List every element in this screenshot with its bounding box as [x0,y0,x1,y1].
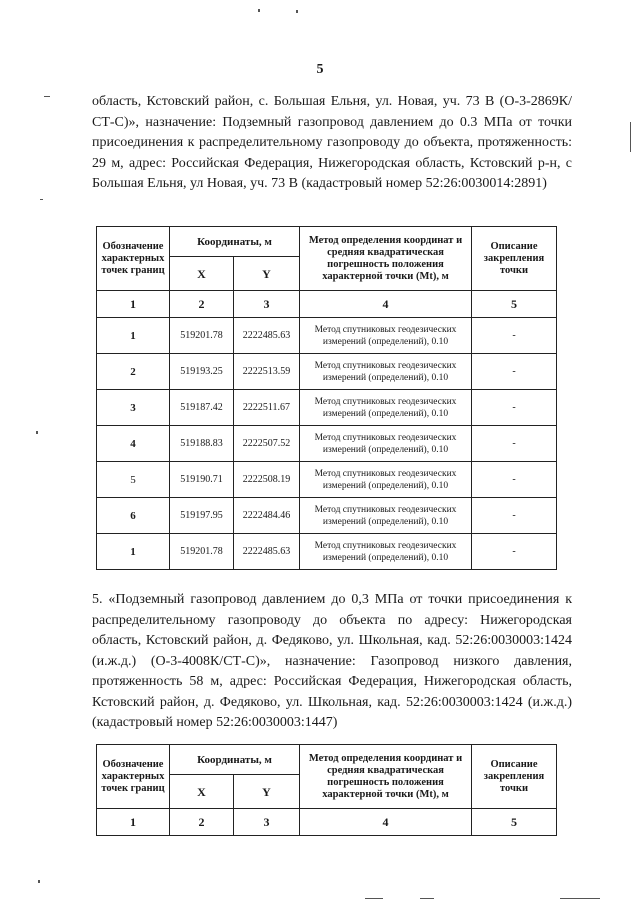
point-id: 1 [97,318,170,354]
header-x: X [170,257,234,291]
scan-mark [560,898,600,899]
column-number: 3 [234,291,300,318]
point-id: 6 [97,498,170,534]
scan-mark [258,9,260,12]
coord-y: 2222507.52 [234,426,300,462]
point-id: 3 [97,390,170,426]
coord-x: 519188.83 [170,426,234,462]
method-text: Метод спутниковых геодезических измерений (определений), 0.10 [300,318,472,354]
method-text: Метод спутниковых геодезических измерений (определений), 0.10 [300,498,472,534]
point-description: - [472,390,557,426]
point-description: - [472,534,557,570]
point-description: - [472,498,557,534]
scan-mark [40,199,43,200]
table-row [97,462,557,498]
point-description: - [472,354,557,390]
paragraph-object-5: 5. «Подземный газопровод давлением до 0,3 МПа от точки присоединения к распределительному газопроводу до объекта по адресу: Нижегородская область, Кстовский район, д. Федяково, ул. Школьная, кад. 52:26:0030003:1424 (и.ж.д.) (О-3-4008К/СТ-С)», назначение: Газопровод низкого давления, протяженность 58 м, адрес: Российская Федерация, Нижегородская область, Кстовский район, д. Федяково, ул. Школьная, кад. 52:26:0030003:1424 (и.ж.д.) (кадастровый номер 52:26:0030003:1447) [92,592,572,730]
coord-y: 2222485.63 [234,534,300,570]
scan-mark [38,880,40,883]
column-number: 4 [300,809,472,836]
header-description: Описание закрепления точки [472,745,557,809]
coordinates-table-1 [96,226,557,570]
coord-x: 519187.42 [170,390,234,426]
coord-y: 2222513.59 [234,354,300,390]
point-id: 4 [97,426,170,462]
table-row [97,318,557,354]
coord-y: 2222508.19 [234,462,300,498]
column-number: 2 [170,809,234,836]
column-number: 1 [97,291,170,318]
paragraph-object-4-tail: область, Кстовский район, с. Большая Ельня, ул. Новая, уч. 73 В (О-3-2869К/СТ-С)», назначение: Подземный газопровод давлением до 0.3 МПа от точки присоединения к распределительному газопроводу до объекта, протяженность: 29 м, адрес: Российская Федерация, Нижегородская область, Кстовский р-н, с Большая Ельня, ул Новая, уч. 73 В (кадастровый номер 52:26:0030014:2891) [92,94,572,191]
header-method: Метод определения координат и средняя квадратическая погрешность положения характерной точки (Mt), м [300,227,472,291]
header-y: Y [234,257,300,291]
header-description: Описание закрепления точки [472,227,557,291]
header-coordinates: Координаты, м [170,227,300,257]
header-method: Метод определения координат и средняя квадратическая погрешность положения характерной точки (Mt), м [300,745,472,809]
point-description: - [472,318,557,354]
column-number: 5 [472,809,557,836]
point-id: 1 [97,534,170,570]
table-row [97,354,557,390]
scan-mark [630,122,631,152]
coord-x: 519190.71 [170,462,234,498]
point-id: 2 [97,354,170,390]
scan-mark [44,96,50,97]
table-row [97,498,557,534]
page-number: 5 [316,62,324,77]
table-row [97,426,557,462]
method-text: Метод спутниковых геодезических измерений (определений), 0.10 [300,354,472,390]
scan-mark [420,898,434,899]
coord-y: 2222484.46 [234,498,300,534]
method-text: Метод спутниковых геодезических измерений (определений), 0.10 [300,390,472,426]
header-coordinates: Координаты, м [170,745,300,775]
column-number: 2 [170,291,234,318]
column-number: 5 [472,291,557,318]
coord-x: 519201.78 [170,318,234,354]
header-point-designation: Обозначение характерных точек границ [97,745,170,809]
scan-mark [365,898,383,899]
table-row [97,534,557,570]
coord-y: 2222485.63 [234,318,300,354]
coordinates-table-2 [96,744,557,836]
header-y: Y [234,775,300,809]
coord-x: 519193.25 [170,354,234,390]
point-description: - [472,426,557,462]
header-x: X [170,775,234,809]
coord-y: 2222511.67 [234,390,300,426]
column-number: 1 [97,809,170,836]
column-number: 4 [300,291,472,318]
coord-x: 519197.95 [170,498,234,534]
column-number: 3 [234,809,300,836]
point-id: 5 [97,462,170,498]
header-point-designation: Обозначение характерных точек границ [97,227,170,291]
method-text: Метод спутниковых геодезических измерений (определений), 0.10 [300,534,472,570]
scan-mark [296,10,298,13]
point-description: - [472,462,557,498]
scan-mark [36,431,38,434]
coord-x: 519201.78 [170,534,234,570]
method-text: Метод спутниковых геодезических измерений (определений), 0.10 [300,426,472,462]
method-text: Метод спутниковых геодезических измерений (определений), 0.10 [300,462,472,498]
table-row [97,390,557,426]
